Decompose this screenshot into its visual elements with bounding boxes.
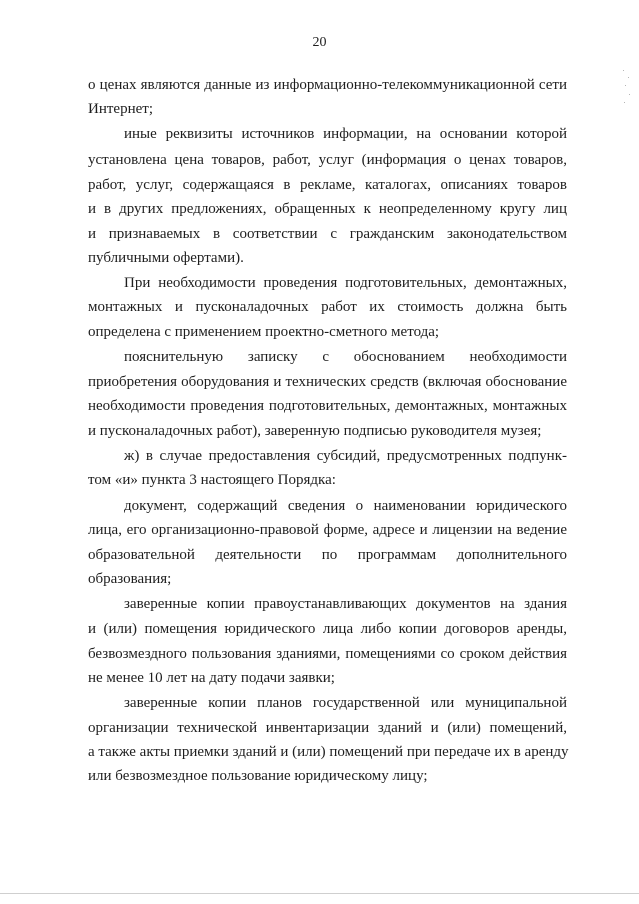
text-line: документ, содержащий сведения о наименовании юридического [124,498,567,514]
text-line: ж) в случае предоставления субсидий, предусмотренных подпунк- [124,448,567,464]
page-number: 20 [312,35,327,50]
text-line: образовательной деятельности по программам дополнительного [88,547,567,563]
scan-bottom-edge [0,893,639,894]
text-line: организации технической инвентаризации зданий и (или) помещений, [88,720,567,736]
text-line: образования; [88,571,172,587]
text-line: работ, услуг, содержащаяся в рекламе, каталогах, описаниях товаров [88,177,567,193]
text-line: определена с применением проектно-сметного метода; [88,324,440,340]
text-line: и в других предложениях, обращенных к неопределенному кругу лиц [88,201,567,217]
text-line: а также акты приемки зданий и (или) помещений при передаче их в аренду [88,744,569,760]
text-line: публичными офертами). [88,250,244,266]
text-line: заверенные копии правоустанавливающих документов на здания [124,596,567,612]
scan-edge-marks [622,68,632,108]
text-line: При необходимости проведения подготовительных, демонтажных, [124,275,567,291]
text-line: пояснительную записку с обоснованием необходимости [124,349,567,365]
text-line: или безвозмездное пользование юридическому лицу; [88,768,428,784]
text-line: иные реквизиты источников информации, на основании которой [124,126,567,142]
text-line: и (или) помещения юридического лица либо копии договоров аренды, [88,621,567,637]
text-line: необходимости проведения подготовительных, демонтажных, монтажных [88,398,567,414]
text-line: о ценах являются данные из информационно-телекоммуникационной сети [88,77,567,93]
text-line: монтажных и пусконаладочных работ их стоимость должна быть [88,299,567,315]
text-line: не менее 10 лет на дату подачи заявки; [88,670,335,686]
text-line: и пусконаладочных работ), заверенную подписью руководителя музея; [88,423,542,439]
text-line: Интернет; [88,101,153,117]
text-line: лица, его организационно-правовой форме, адресе и лицензии на ведение [88,522,567,538]
text-line: безвозмездного пользования зданиями, помещениями со сроком действия [88,646,567,662]
text-line: том «и» пункта 3 настоящего Порядка: [88,472,336,488]
text-line: приобретения оборудования и технических средств (включая обоснование [88,374,567,390]
text-line: и признаваемых в соответствии с гражданским законодательством [88,226,567,242]
text-line: заверенные копии планов государственной или муниципальной [124,695,567,711]
text-line: установлена цена товаров, работ, услуг (информация о ценах товаров, [88,152,567,168]
